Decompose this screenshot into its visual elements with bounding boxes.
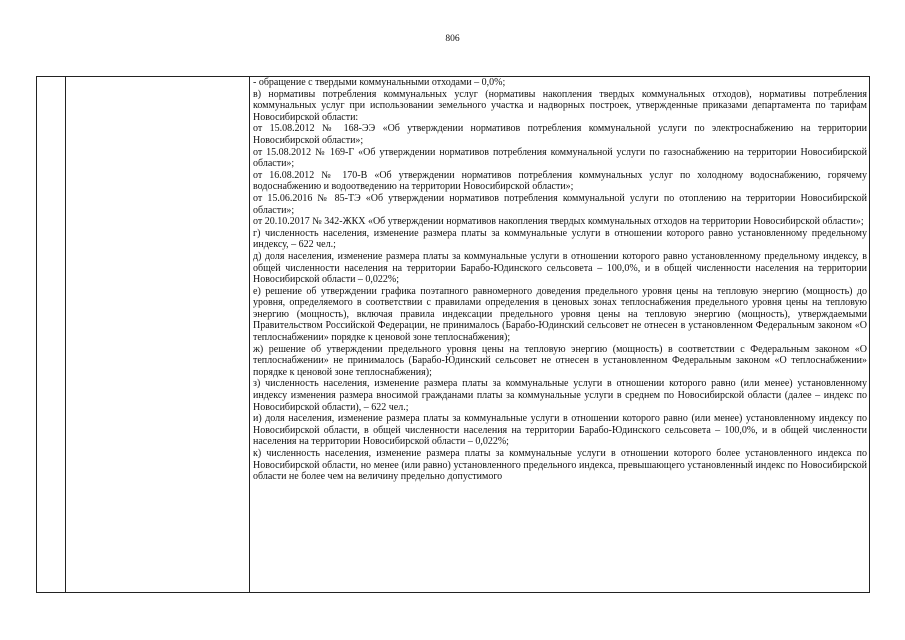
paragraph: от 15.08.2012 № 168-ЭЭ «Об утверждении нормативов потребления коммунальной услуги по электроснабжению на территории Новосибирской области»; xyxy=(253,123,867,146)
paragraph: к) численность населения, изменение размера платы за коммунальные услуги в отношении которого более установленного индекса по Новосибирской области, но менее (или равно) установленного предельного индекса, превышающего установленный индекс по Новосибирской области не более чем на величину предельно допустимого xyxy=(253,448,867,483)
document-table xyxy=(36,76,870,593)
paragraph: в) нормативы потребления коммунальных услуг (нормативы накопления твердых коммунальных отходов), нормативы потребления коммунальных услуг при использовании земельного участка и надворных построек, утвержденные приказами департамента по тарифам Новосибирской области: xyxy=(253,88,867,123)
column-divider xyxy=(249,77,250,592)
paragraph: от 15.08.2012 № 169-Г «Об утверждении нормативов потребления коммунальной услуги по газоснабжению на территории Новосибирской области»; xyxy=(253,146,867,170)
paragraph: от 20.10.2017 № 342-ЖКХ «Об утверждении нормативов накопления твердых коммунальных отходов на территории Новосибирской области»; xyxy=(253,216,864,228)
paragraph: д) доля населения, изменение размера платы за коммунальные услуги в отношении которого равно установленному предельному индексу, в общей численности населения на территории Барабо-Юдинского сельсовета – 100,0%, и в общей численности населения на территории Новосибирской области – 0,022%; xyxy=(253,250,867,286)
paragraph: и) доля населения, изменение размера платы за коммунальные услуги в отношении которого равно (или менее) установленному индексу по Новосибирской области, в общей численности населения на территории Барабо-Юдинского сельсовета – 100,0%, и в общей численности населения на территории Новосибирской области – 0,022%; xyxy=(253,413,867,448)
paragraph: - обращение с твердыми коммунальными отходами – 0,0%; xyxy=(253,77,506,88)
column-divider xyxy=(65,77,66,592)
paragraph: от 15.06.2016 № 85-ТЭ «Об утверждении нормативов потребления коммунальной услуги по отоплению на территории Новосибирской области»; xyxy=(253,192,867,216)
paragraph: з) численность населения, изменение размера платы за коммунальные услуги в отношении которого равно (или менее) установленному индексу изменения размера вносимой гражданами платы за коммунальные услуги в среднем по Новосибирской области (далее – индекс по Новосибирской области), – 622 чел.; xyxy=(253,378,867,413)
paragraph: е) решение об утверждении графика поэтапного равномерного доведения предельного уровня цены на тепловую энергию (мощность) до уровня, определяемого в соответствии с правилами определения в ценовых зонах теплоснабжения предельного уровня цены на тепловую энергию (мощность), включая правила индексации предельного уровня цены на тепловую энергию (мощность), утверждаемыми Правительством Российской Федерации, не принималось (Барабо-Юдинский сельсовет не отнесен в установленном Федеральным законом «О теплоснабжении» порядке к ценовой зоне теплоснабжения); xyxy=(253,285,867,344)
paragraph: г) численность населения, изменение размера платы за коммунальные услуги в отношении которого равно установленному предельному индексу, – 622 чел.; xyxy=(253,227,867,251)
paragraph: ж) решение об утверждении предельного уровня цены на тепловую энергию (мощность) в соответствии с Федеральным законом «О теплоснабжении» не принималось (Барабо-Юдинский сельсовет не отнесен в установленном Федеральным законом «О теплоснабжении» порядке к ценовой зоне теплоснабжения); xyxy=(253,343,867,378)
table-text-cell xyxy=(253,77,867,483)
page-number: 806 xyxy=(445,34,460,44)
paragraph: от 16.08.2012 № 170-В «Об утверждении нормативов потребления коммунальных услуг по холодному водоснабжению, горячему водоснабжению и водоотведению на территории Новосибирской области»; xyxy=(253,169,867,193)
